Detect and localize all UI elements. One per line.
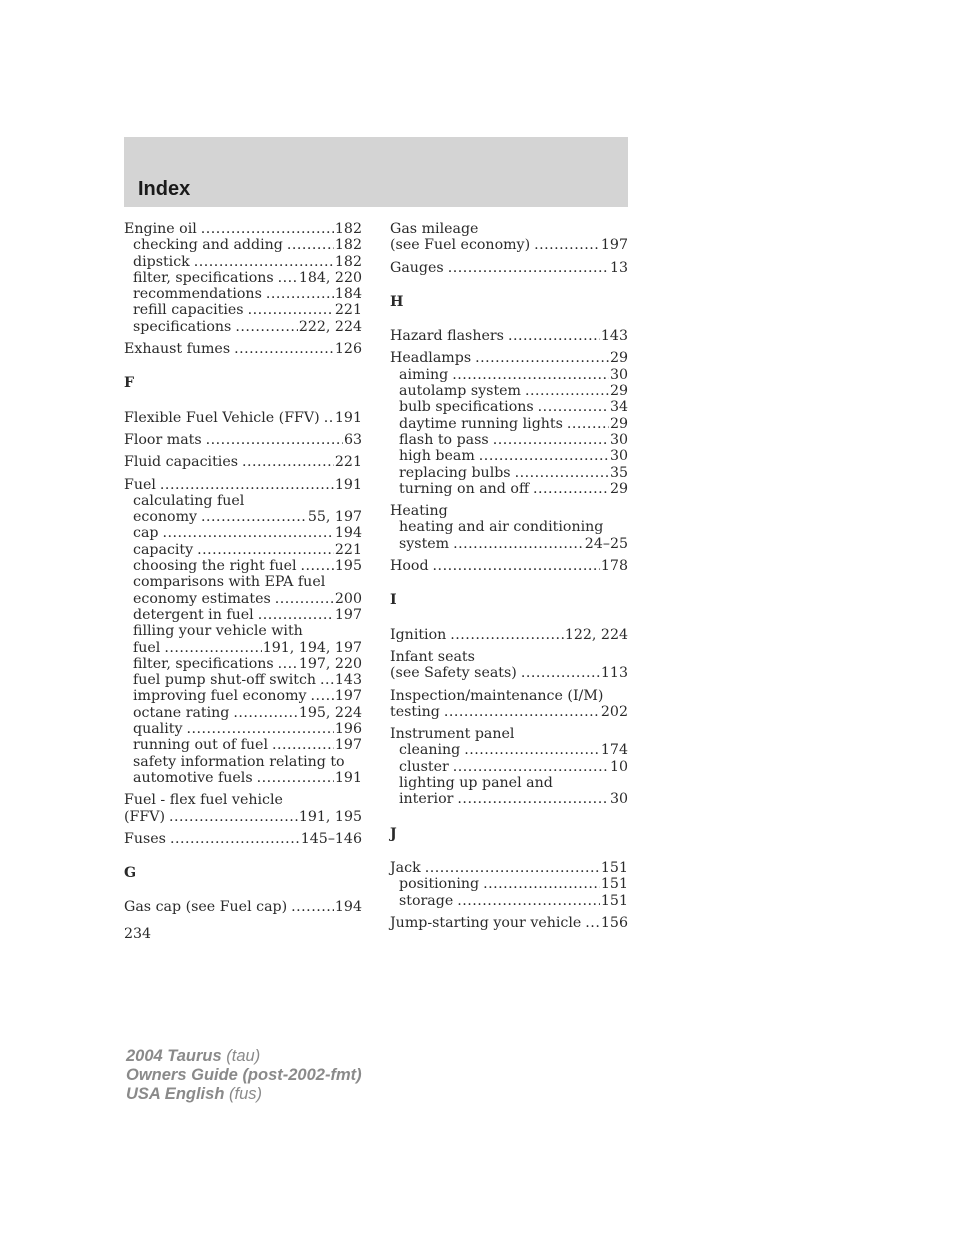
index-subentry — [390, 775, 628, 791]
index-entry — [124, 341, 362, 357]
entry-page-ref: 200 — [334, 590, 362, 607]
entry-label: Fuel - flex fuel vehicle — [124, 792, 283, 809]
index-subentry — [390, 742, 628, 758]
entry-label: dipstick — [133, 253, 190, 270]
index-subentry — [390, 519, 628, 535]
entry-label: bulb specifications — [399, 399, 534, 416]
entry-page-ref: 221 — [334, 454, 362, 471]
index-subentry — [124, 270, 362, 286]
entry-label: calculating fuel — [133, 492, 245, 509]
index-entry-group — [124, 432, 362, 448]
index-entry-group — [124, 221, 362, 335]
page-title: Index — [138, 178, 191, 200]
entry-label: Ignition — [390, 626, 447, 643]
entry-page-ref: 63 — [343, 431, 362, 448]
index-subentry — [390, 367, 628, 383]
index-entry-group — [124, 899, 362, 915]
entry-page-ref: 29 — [609, 480, 628, 497]
dot-leader — [242, 454, 334, 470]
index-entry — [390, 503, 628, 519]
entry-page-ref: 122, 224 — [564, 626, 628, 643]
entry-page-ref: 143 — [334, 672, 362, 689]
index-entry — [124, 831, 362, 847]
dot-leader — [257, 770, 334, 786]
index-entry-group — [390, 688, 628, 721]
footer-language: USA English — [126, 1085, 225, 1103]
entry-page-ref: 197 — [600, 237, 628, 254]
index-entry — [124, 432, 362, 448]
entry-label: Fuses — [124, 830, 166, 847]
dot-leader — [206, 432, 343, 448]
entry-label: cleaning — [399, 742, 461, 759]
entry-page-ref: 197, 220 — [298, 655, 362, 672]
index-subentry — [124, 286, 362, 302]
entry-page-ref: 194 — [334, 899, 362, 916]
entry-label: specifications — [133, 318, 232, 335]
index-entry-group — [124, 410, 362, 426]
index-entry-group — [124, 831, 362, 847]
entry-page-ref: 24–25 — [584, 535, 628, 552]
dot-leader — [266, 286, 334, 302]
entry-page-ref: 35 — [609, 464, 628, 481]
index-subentry — [124, 656, 362, 672]
dot-leader — [483, 876, 600, 892]
index-entry-group — [390, 350, 628, 497]
index-subentry — [390, 876, 628, 892]
dot-leader — [479, 448, 609, 464]
index-entry — [124, 899, 362, 915]
entry-page-ref: 143 — [600, 328, 628, 345]
index-subentry — [124, 237, 362, 253]
index-entry — [390, 328, 628, 344]
dot-leader — [258, 607, 334, 623]
dot-leader — [164, 640, 261, 656]
dot-leader — [464, 742, 600, 758]
entry-label: Exhaust fumes — [124, 341, 231, 358]
entry-page-ref: 30 — [609, 791, 628, 808]
entry-label: interior — [399, 791, 454, 808]
dot-leader — [311, 688, 334, 704]
dot-leader — [508, 328, 600, 344]
index-subentry — [124, 574, 362, 590]
entry-label: Fluid capacities — [124, 454, 238, 471]
index-entry-group — [390, 627, 628, 643]
entry-label: safety information relating to — [133, 753, 345, 770]
dot-leader — [448, 260, 609, 276]
dot-leader — [567, 416, 609, 432]
entry-page-ref: 182 — [334, 237, 362, 254]
entry-page-ref: 202 — [600, 703, 628, 720]
index-entry-group — [124, 477, 362, 787]
entry-page-ref: 55, 197 — [307, 509, 362, 526]
entry-label: filter, specifications — [133, 655, 274, 672]
entry-label: quality — [133, 721, 183, 738]
dot-leader — [248, 302, 334, 318]
entry-label: economy estimates — [133, 590, 271, 607]
dot-leader — [201, 221, 334, 237]
entry-page-ref: 151 — [600, 876, 628, 893]
entry-page-ref: 221 — [334, 541, 362, 558]
entry-page-ref: 182 — [334, 253, 362, 270]
entry-page-ref: 191, 194, 197 — [262, 639, 362, 656]
index-subentry — [124, 493, 362, 509]
entry-page-ref: 197 — [334, 688, 362, 705]
section-letter: J — [390, 825, 397, 842]
index-subentry — [124, 737, 362, 753]
index-subentry — [124, 770, 362, 786]
index-entry-group — [124, 341, 362, 357]
dot-leader — [320, 672, 334, 688]
entry-label: running out of fuel — [133, 737, 268, 754]
entry-page-ref: 29 — [609, 383, 628, 400]
page-number: 234 — [124, 926, 152, 942]
index-subentry — [124, 525, 362, 541]
dot-leader — [457, 791, 609, 807]
dot-leader — [433, 558, 600, 574]
index-header-band — [124, 137, 628, 207]
footer-language-code: (fus) — [229, 1085, 262, 1103]
index-entry-group — [390, 726, 628, 807]
entry-label: Gas cap (see Fuel cap) — [124, 899, 288, 916]
entry-label: Fuel — [124, 476, 156, 493]
entry-label: Floor mats — [124, 431, 202, 448]
index-subentry — [124, 705, 362, 721]
index-subentry — [390, 465, 628, 481]
entry-page-ref: 184 — [334, 286, 362, 303]
index-entry — [390, 665, 628, 681]
index-entry — [390, 704, 628, 720]
dot-leader — [453, 759, 609, 775]
entry-label: (FFV) — [124, 808, 166, 825]
entry-page-ref: 13 — [609, 259, 628, 276]
entry-page-ref: 194 — [334, 525, 362, 542]
dot-leader — [160, 477, 334, 493]
index-subentry — [390, 399, 628, 415]
index-entry — [390, 627, 628, 643]
index-entry-group — [390, 328, 628, 344]
dot-leader — [287, 237, 334, 253]
index-subentry — [390, 383, 628, 399]
entry-label: improving fuel economy — [133, 688, 307, 705]
dot-leader — [533, 481, 609, 497]
dot-leader — [170, 831, 300, 847]
dot-leader — [278, 270, 298, 286]
index-subentry — [390, 448, 628, 464]
index-entry — [124, 410, 362, 426]
entry-label: Headlamps — [390, 350, 472, 367]
dot-leader — [515, 465, 609, 481]
index-subentry — [124, 640, 362, 656]
dot-leader — [272, 737, 334, 753]
dot-leader — [585, 915, 600, 931]
entry-label: daytime running lights — [399, 415, 563, 432]
entry-page-ref: 29 — [609, 350, 628, 367]
index-subentry — [124, 509, 362, 525]
entry-label: octane rating — [133, 704, 230, 721]
entry-label: heating and air conditioning — [399, 519, 604, 536]
index-subentry — [390, 759, 628, 775]
index-subentry — [390, 481, 628, 497]
index-subentry — [124, 319, 362, 335]
entry-label: flash to pass — [399, 431, 489, 448]
entry-label: Engine oil — [124, 221, 197, 237]
entry-label: cluster — [399, 758, 449, 775]
entry-label: Jump-starting your vehicle — [390, 914, 582, 931]
dot-leader — [278, 656, 298, 672]
entry-label: Hazard flashers — [390, 328, 504, 345]
section-letter: G — [124, 865, 137, 882]
dot-leader — [291, 899, 334, 915]
index-entry — [124, 477, 362, 493]
entry-label: high beam — [399, 448, 475, 465]
index-entry-group — [390, 649, 628, 682]
entry-page-ref: 10 — [609, 758, 628, 775]
section-letter: F — [124, 375, 135, 392]
entry-page-ref: 174 — [600, 742, 628, 759]
entry-label: fuel pump shut-off switch — [133, 672, 317, 689]
entry-page-ref: 30 — [609, 366, 628, 383]
entry-page-ref: 156 — [600, 914, 628, 931]
dot-leader — [163, 525, 334, 541]
entry-label: checking and adding — [133, 237, 283, 254]
entry-label: Instrument panel — [390, 726, 515, 743]
dot-leader — [450, 627, 564, 643]
index-subentry — [124, 558, 362, 574]
footer-line-guide — [126, 1066, 362, 1085]
entry-label: positioning — [399, 876, 480, 893]
dot-leader — [233, 705, 297, 721]
index-entry — [390, 649, 628, 665]
dot-leader — [493, 432, 609, 448]
entry-label: filling your vehicle with — [133, 623, 303, 640]
entry-label: detergent in fuel — [133, 606, 254, 623]
entry-page-ref: 30 — [609, 431, 628, 448]
dot-leader — [521, 665, 600, 681]
index-entry — [390, 260, 628, 276]
entry-label: refill capacities — [133, 302, 244, 319]
entry-page-ref: 151 — [600, 892, 628, 909]
entry-page-ref: 182 — [334, 221, 362, 237]
dot-leader — [534, 237, 600, 253]
entry-page-ref: 151 — [600, 859, 628, 876]
index-entry-group — [390, 915, 628, 931]
index-entry — [124, 792, 362, 808]
dot-leader — [444, 704, 600, 720]
entry-label: testing — [390, 703, 440, 720]
index-entry — [390, 688, 628, 704]
index-entry — [390, 726, 628, 742]
entry-page-ref: 126 — [334, 341, 362, 358]
index-subentry — [124, 721, 362, 737]
entry-label: filter, specifications — [133, 269, 274, 286]
entry-page-ref: 34 — [609, 399, 628, 416]
index-entry — [390, 860, 628, 876]
dot-leader — [194, 254, 334, 270]
entry-label: replacing bulbs — [399, 464, 511, 481]
entry-label: Jack — [390, 859, 421, 876]
entry-label: Flexible Fuel Vehicle (FFV) — [124, 409, 320, 426]
section-letter: I — [390, 592, 397, 609]
entry-label: capacity — [133, 541, 194, 558]
index-entry — [390, 221, 628, 237]
entry-page-ref: 178 — [600, 558, 628, 575]
entry-page-ref: 197 — [334, 606, 362, 623]
entry-label: Inspection/maintenance (I/M) — [390, 687, 604, 704]
dot-leader — [235, 319, 298, 335]
dot-leader — [275, 591, 334, 607]
index-entry-group — [390, 503, 628, 552]
index-entry-group — [390, 221, 628, 254]
entry-label: Hood — [390, 558, 429, 575]
entry-page-ref: 30 — [609, 448, 628, 465]
dot-leader — [452, 367, 609, 383]
entry-label: fuel — [133, 639, 161, 656]
dot-leader — [324, 410, 334, 426]
index-entry — [390, 558, 628, 574]
entry-page-ref: 191 — [334, 409, 362, 426]
dot-leader — [425, 860, 600, 876]
entry-page-ref: 221 — [334, 302, 362, 319]
entry-label: automotive fuels — [133, 769, 253, 786]
dot-leader — [169, 809, 298, 825]
index-entry-group — [390, 260, 628, 276]
index-entry-group — [390, 860, 628, 909]
dot-leader — [197, 542, 334, 558]
entry-label: choosing the right fuel — [133, 558, 297, 575]
entry-page-ref: 195, 224 — [298, 704, 362, 721]
entry-label: economy — [133, 509, 198, 526]
index-subentry — [390, 536, 628, 552]
entry-page-ref: 191 — [334, 769, 362, 786]
index-entry — [124, 221, 362, 237]
index-column-left — [124, 221, 362, 922]
entry-label: Gas mileage — [390, 221, 479, 237]
index-subentry — [124, 542, 362, 558]
footer-model: 2004 Taurus — [126, 1047, 222, 1065]
entry-label: storage — [399, 892, 454, 909]
dot-leader — [301, 558, 334, 574]
footer-line-model — [126, 1047, 362, 1066]
index-entry — [124, 454, 362, 470]
entry-page-ref: 191 — [334, 476, 362, 493]
index-entry-group — [124, 454, 362, 470]
entry-page-ref: 145–146 — [300, 830, 362, 847]
dot-leader — [234, 341, 334, 357]
index-subentry — [124, 607, 362, 623]
index-entry — [390, 237, 628, 253]
index-entry-group — [390, 558, 628, 574]
entry-label: aiming — [399, 366, 449, 383]
index-subentry — [390, 432, 628, 448]
index-subentry — [124, 623, 362, 639]
index-entry — [124, 809, 362, 825]
index-subentry — [390, 416, 628, 432]
index-subentry — [390, 893, 628, 909]
dot-leader — [538, 399, 609, 415]
index-subentry — [124, 754, 362, 770]
entry-page-ref: 222, 224 — [298, 318, 362, 335]
index-subentry — [124, 254, 362, 270]
entry-label: Gauges — [390, 259, 444, 276]
entry-label: lighting up panel and — [399, 775, 553, 792]
index-subentry — [390, 791, 628, 807]
entry-label: cap — [133, 525, 159, 542]
entry-label: system — [399, 535, 450, 552]
entry-page-ref: 29 — [609, 415, 628, 432]
entry-page-ref: 196 — [334, 721, 362, 738]
entry-label: Heating — [390, 503, 448, 520]
entry-page-ref: 195 — [334, 558, 362, 575]
section-letter: H — [390, 293, 404, 310]
index-subentry — [124, 688, 362, 704]
entry-label: Infant seats — [390, 648, 475, 665]
entry-label: comparisons with EPA fuel — [133, 574, 326, 591]
entry-page-ref: 184, 220 — [298, 269, 362, 286]
footer-model-code: (tau) — [226, 1047, 261, 1065]
index-column-right — [390, 221, 628, 937]
entry-label: autolamp system — [399, 383, 522, 400]
index-subentry — [124, 672, 362, 688]
entry-page-ref: 191, 195 — [298, 808, 362, 825]
dot-leader — [475, 350, 609, 366]
footer-line-language — [126, 1085, 362, 1104]
footer-guide: Owners Guide (post-2002-fmt) — [126, 1066, 362, 1084]
entry-label: turning on and off — [399, 480, 530, 497]
dot-leader — [457, 893, 600, 909]
entry-label: recommendations — [133, 286, 262, 303]
entry-label: (see Safety seats) — [390, 665, 517, 682]
dot-leader — [186, 721, 333, 737]
dot-leader — [201, 509, 307, 525]
index-entry — [390, 350, 628, 366]
entry-page-ref: 113 — [600, 665, 628, 682]
dot-leader — [525, 383, 609, 399]
entry-label: (see Fuel economy) — [390, 237, 531, 254]
dot-leader — [453, 536, 584, 552]
index-entry — [390, 915, 628, 931]
document-footer — [126, 1047, 362, 1104]
index-subentry — [124, 302, 362, 318]
entry-page-ref: 197 — [334, 737, 362, 754]
index-entry-group — [124, 792, 362, 825]
index-subentry — [124, 591, 362, 607]
